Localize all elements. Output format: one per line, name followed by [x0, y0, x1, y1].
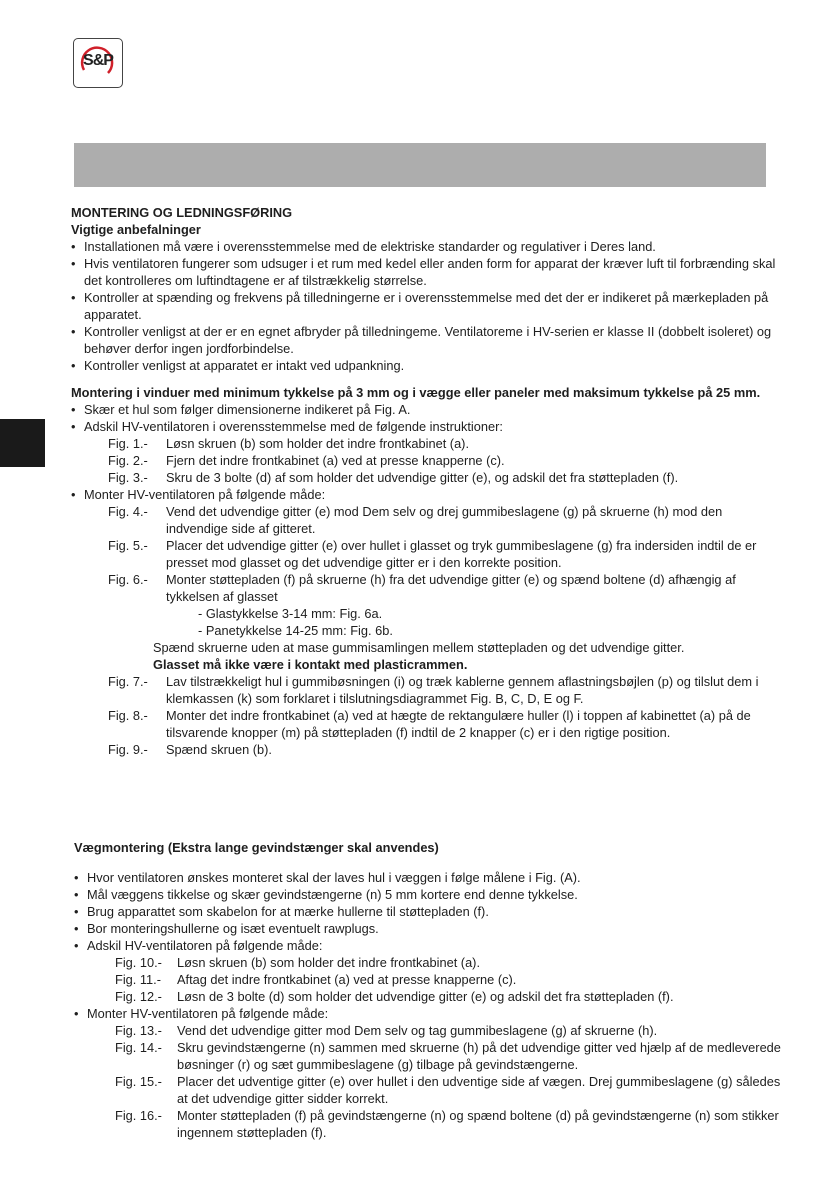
fig-text: Vend det udvendige gitter (e) mod Dem selv og drej gummibeslagene (g) på skruerne (h) mod den indvendige side af gitteret.: [166, 504, 723, 536]
fig-number: Fig. 9.-: [108, 742, 148, 757]
list-item: • Kontroller venligst at der er en egnet afbryder på tilledningeme. Ventilatoreme i HV-serien er klasse II (dobbelt isoleret) og behøver derfor ingen jordforbindelse.: [71, 323, 783, 357]
window-mounting-list: [71, 401, 783, 758]
fig-text: Skru de 3 bolte (d) af som holder det udvendige gitter (e), og adskil det fra støttepladen (f).: [166, 470, 679, 485]
fig-text: Monter det indre frontkabinet (a) ved at hægte de rektangulære huller (l) i toppen af kabinettet (a) på de tilsvarende knopper (m) på støttepladen (f) indtil de 2 knapper (c) er i den rigtige position.: [166, 708, 751, 740]
fig-number: Fig. 11.-: [115, 971, 161, 987]
fig-number: Fig. 6.-: [108, 572, 148, 587]
fig-text: Placer det udvendige gitter (e) over hullet i glasset og tryk gummibeslagene (g) fra indersiden indtil de er presset mod glasset og det udvendige gitter er i den korrekte position.: [166, 538, 757, 570]
list-item: • Installationen må være i overensstemmelse med de elektriske standarder og regulativer i Deres land.: [71, 238, 783, 255]
fig-step: [84, 571, 783, 605]
fig-number: Fig. 13.-: [115, 1022, 162, 1038]
fig-step: [84, 537, 783, 571]
language-side-tab: [0, 419, 45, 467]
fig-text: Lav tilstrækkeligt hul i gummibøsningen (i) og træk kablerne gennem aflastningsbøjlen (p) og tilslut dem i klemkassen (k) som forklaret i tilslutningsdiagrammet Fig. B, C, D, E og F.: [166, 674, 759, 706]
sp-logo: [73, 38, 123, 88]
window-mounting-title: Montering i vinduer med minimum tykkelse på 3 mm og i vægge eller paneler med maksimum tykkelse på 25 mm.: [71, 385, 761, 400]
list-item: [74, 937, 784, 1005]
fig-text: Aftag det indre frontkabinet (a) ved at presse knapperne (c).: [177, 971, 517, 987]
fig-step: [84, 707, 783, 741]
list-item: • Kontroller at spænding og frekvens på tilledningerne er i overensstemmelse med det der er indikeret på mærkepladen på apparatet.: [71, 289, 783, 323]
fig-step: [87, 1022, 784, 1039]
recommendations-list: [71, 238, 783, 374]
wall-mounting-title: Vægmontering (Ekstra lange gevindstænger skal anvendes): [74, 839, 439, 855]
fig-text: Fjern det indre frontkabinet (a) ved at presse knapperne (c).: [166, 453, 505, 468]
list-item: [71, 418, 783, 486]
fig-step: [87, 1107, 784, 1141]
fig6-note: Spænd skruerne uden at mase gummisamlingen mellem støttepladen og det udvendige gitter.: [153, 640, 685, 655]
fig-number: Fig. 5.-: [108, 538, 148, 553]
list-item: [74, 1005, 784, 1141]
fig-text: Placer det udventige gitter (e) over hullet i den udventige side af vægen. Drej gummibeslagene (g) således at det udvendige gitter sidder korrekt.: [177, 1073, 781, 1106]
fig-text: Skru gevindstængerne (n) sammen med skruerne (h) på det udvendige gitter ved hjælp af de medleverede bøsninger (r) og sæt gummibeslagene (g) tilbage på gevindstængerne.: [177, 1039, 781, 1072]
fig6-sub-item: - Panetykkelse 14-25 mm: Fig. 6b.: [198, 623, 393, 638]
fig-text: Vend det udvendige gitter mod Dem selv og tag gummibeslagene (g) af skruerne (h).: [177, 1022, 658, 1038]
fig-text: Spænd skruen (b).: [166, 742, 272, 757]
list-item: • Kontroller venligst at apparatet er intakt ved udpankning.: [71, 357, 783, 374]
fig-step: [87, 954, 784, 971]
fig-text: Løsn skruen (b) som holder det indre frontkabinet (a).: [166, 436, 470, 451]
fig-number: Fig. 1.-: [108, 436, 148, 451]
fig-step: [84, 452, 783, 469]
fig-text: Monter støttepladen (f) på skruerne (h) fra det udvendige gitter (e) og spænd boltene (d) afhængig af tykkelsen af glasset: [166, 572, 736, 604]
fig-number: Fig. 3.-: [108, 470, 148, 485]
list-item-text: Monter HV-ventilatoren på følgende måde:: [87, 1005, 329, 1021]
fig-text: Løsn skruen (b) som holder det indre frontkabinet (a).: [177, 954, 481, 970]
list-item: • Bor monteringshullerne og isæt eventuelt rawplugs.: [74, 920, 784, 937]
fig-step: [84, 469, 783, 486]
fig-step: [87, 1073, 784, 1107]
fig-step: [84, 741, 783, 758]
fig-text: Løsn de 3 bolte (d) som holder det udvendige gitter (e) og adskil det fra støttepladen (f).: [177, 988, 674, 1004]
list-item: [71, 486, 783, 758]
fig6-warning: Glasset må ikke være i kontakt med plasticrammen.: [153, 657, 468, 672]
fig-number: Fig. 4.-: [108, 504, 148, 519]
header-banner: [74, 143, 766, 187]
wall-mounting-list: [74, 869, 784, 1141]
list-item-text: Monter HV-ventilatoren på følgende måde:: [84, 487, 326, 502]
fig-step: [87, 1039, 784, 1073]
fig-number: Fig. 2.-: [108, 453, 148, 468]
fig-step: [87, 971, 784, 988]
fig-number: Fig. 10.-: [115, 954, 162, 970]
section-subtitle: Vigtige anbefalninger: [71, 222, 201, 237]
wall-mounting-section: [74, 826, 784, 1141]
list-item-text: Adskil HV-ventilatoren i overensstemmelse med de følgende instruktioner:: [84, 419, 503, 434]
fig-number: Fig. 7.-: [108, 674, 148, 689]
fig-number: Fig. 12.-: [115, 988, 162, 1004]
fig-number: Fig. 15.-: [115, 1073, 162, 1089]
list-item-text: Adskil HV-ventilatoren på følgende måde:: [87, 937, 323, 953]
fig-number: Fig. 14.-: [115, 1039, 162, 1055]
list-item: • Mål væggens tikkelse og skær gevindstængerne (n) 5 mm kortere end denne tykkelse.: [74, 886, 784, 903]
list-item: • Hvis ventilatoren fungerer som udsuger i et rum med kedel eller anden form for apparat der kræver luft til forbrænding skal det kontrolleres om luftindtagene er af tilstrækkelig størrelse.: [71, 255, 783, 289]
fig-text: Monter støttepladen (f) på gevindstængerne (n) og spænd boltene (d) på gevindstængerne (n) som stikker ingennem støttepladen (f).: [177, 1107, 779, 1140]
list-item: • Hvor ventilatoren ønskes monteret skal der laves hul i væggen i følge målene i Fig. (A).: [74, 869, 784, 886]
fig-number: Fig. 16.-: [115, 1107, 162, 1123]
logo-text: S&P: [83, 52, 113, 69]
fig-number: Fig. 8.-: [108, 708, 148, 723]
fig6-sub-item: - Glastykkelse 3-14 mm: Fig. 6a.: [198, 606, 383, 621]
fig-step: [84, 673, 783, 707]
list-item: • Brug apparattet som skabelon for at mærke hullerne til støttepladen (f).: [74, 903, 784, 920]
fig-step: [87, 988, 784, 1005]
section-title: MONTERING OG LEDNINGSFØRING: [71, 205, 293, 220]
fig-step: [84, 435, 783, 452]
content-body: [71, 204, 783, 758]
fig-step: [84, 503, 783, 537]
list-item: • Skær et hul som følger dimensionerne indikeret på Fig. A.: [71, 401, 783, 418]
